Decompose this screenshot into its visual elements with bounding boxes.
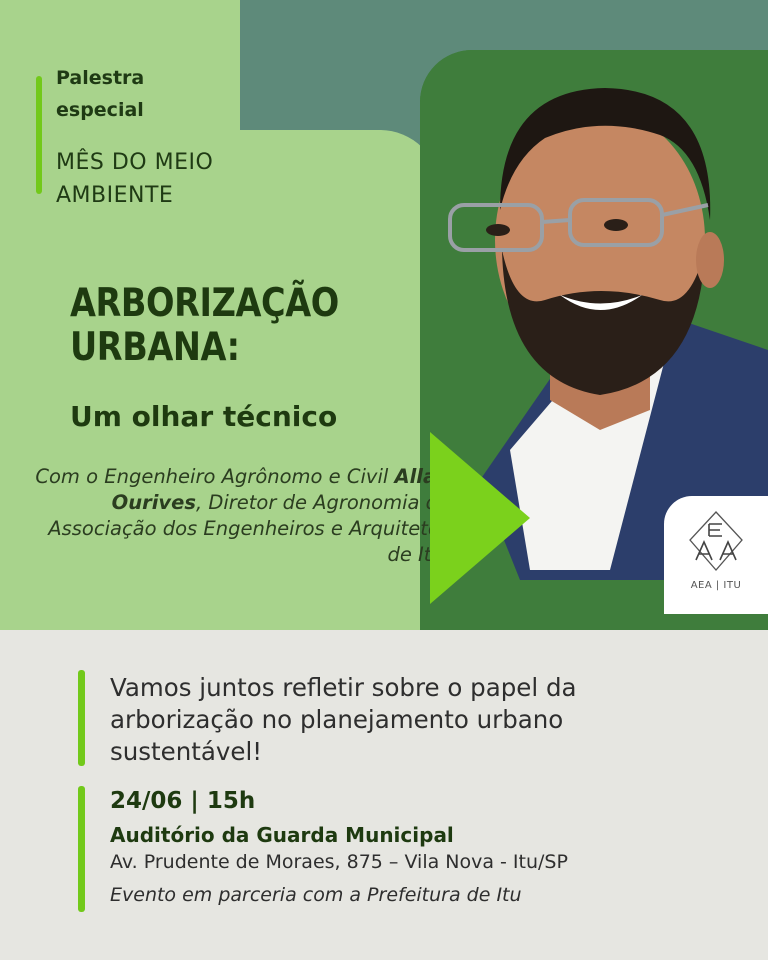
title-line: URBANA: (70, 325, 240, 370)
bio-text: Com o Engenheiro Agrônomo e Civil (35, 465, 395, 488)
bio-text: , Diretor de Agronomia da Associação dos Engenheiros e Arquitetos de Itu. (48, 491, 450, 566)
aea-logo (664, 496, 768, 614)
event-address: Av. Prudente de Moraes, 875 – Vila Nova - Itu/SP (110, 851, 568, 873)
event-subtitle: Um olhar técnico (70, 400, 338, 433)
title-line: ARBORIZAÇÃO (70, 281, 339, 326)
campaign-label (56, 146, 213, 212)
aea-logo-icon (664, 496, 768, 586)
event-date-time: 24/06 | 15h (110, 788, 256, 814)
logo-caption: AEA | ITU (690, 580, 742, 591)
event-partner: Evento em parceria com a Prefeitura de Itu (110, 884, 522, 906)
kicker-line: Palestra (56, 67, 145, 89)
campaign-line: AMBIENTE (56, 183, 174, 208)
accent-bar (78, 786, 85, 912)
call-to-action: Vamos juntos refletir sobre o papel da arborização no planejamento urbano sustentável! (110, 673, 577, 766)
event-title (70, 282, 339, 370)
kicker (56, 62, 144, 126)
kicker-line: especial (56, 99, 144, 121)
campaign-line: MÊS DO MEIO (56, 150, 214, 175)
accent-bar (78, 670, 85, 766)
accent-bar (36, 76, 42, 194)
play-icon (430, 432, 530, 604)
event-venue: Auditório da Guarda Municipal (110, 823, 454, 847)
speaker-bio (30, 464, 450, 568)
speaker-name: Allan Ourives (111, 465, 450, 514)
